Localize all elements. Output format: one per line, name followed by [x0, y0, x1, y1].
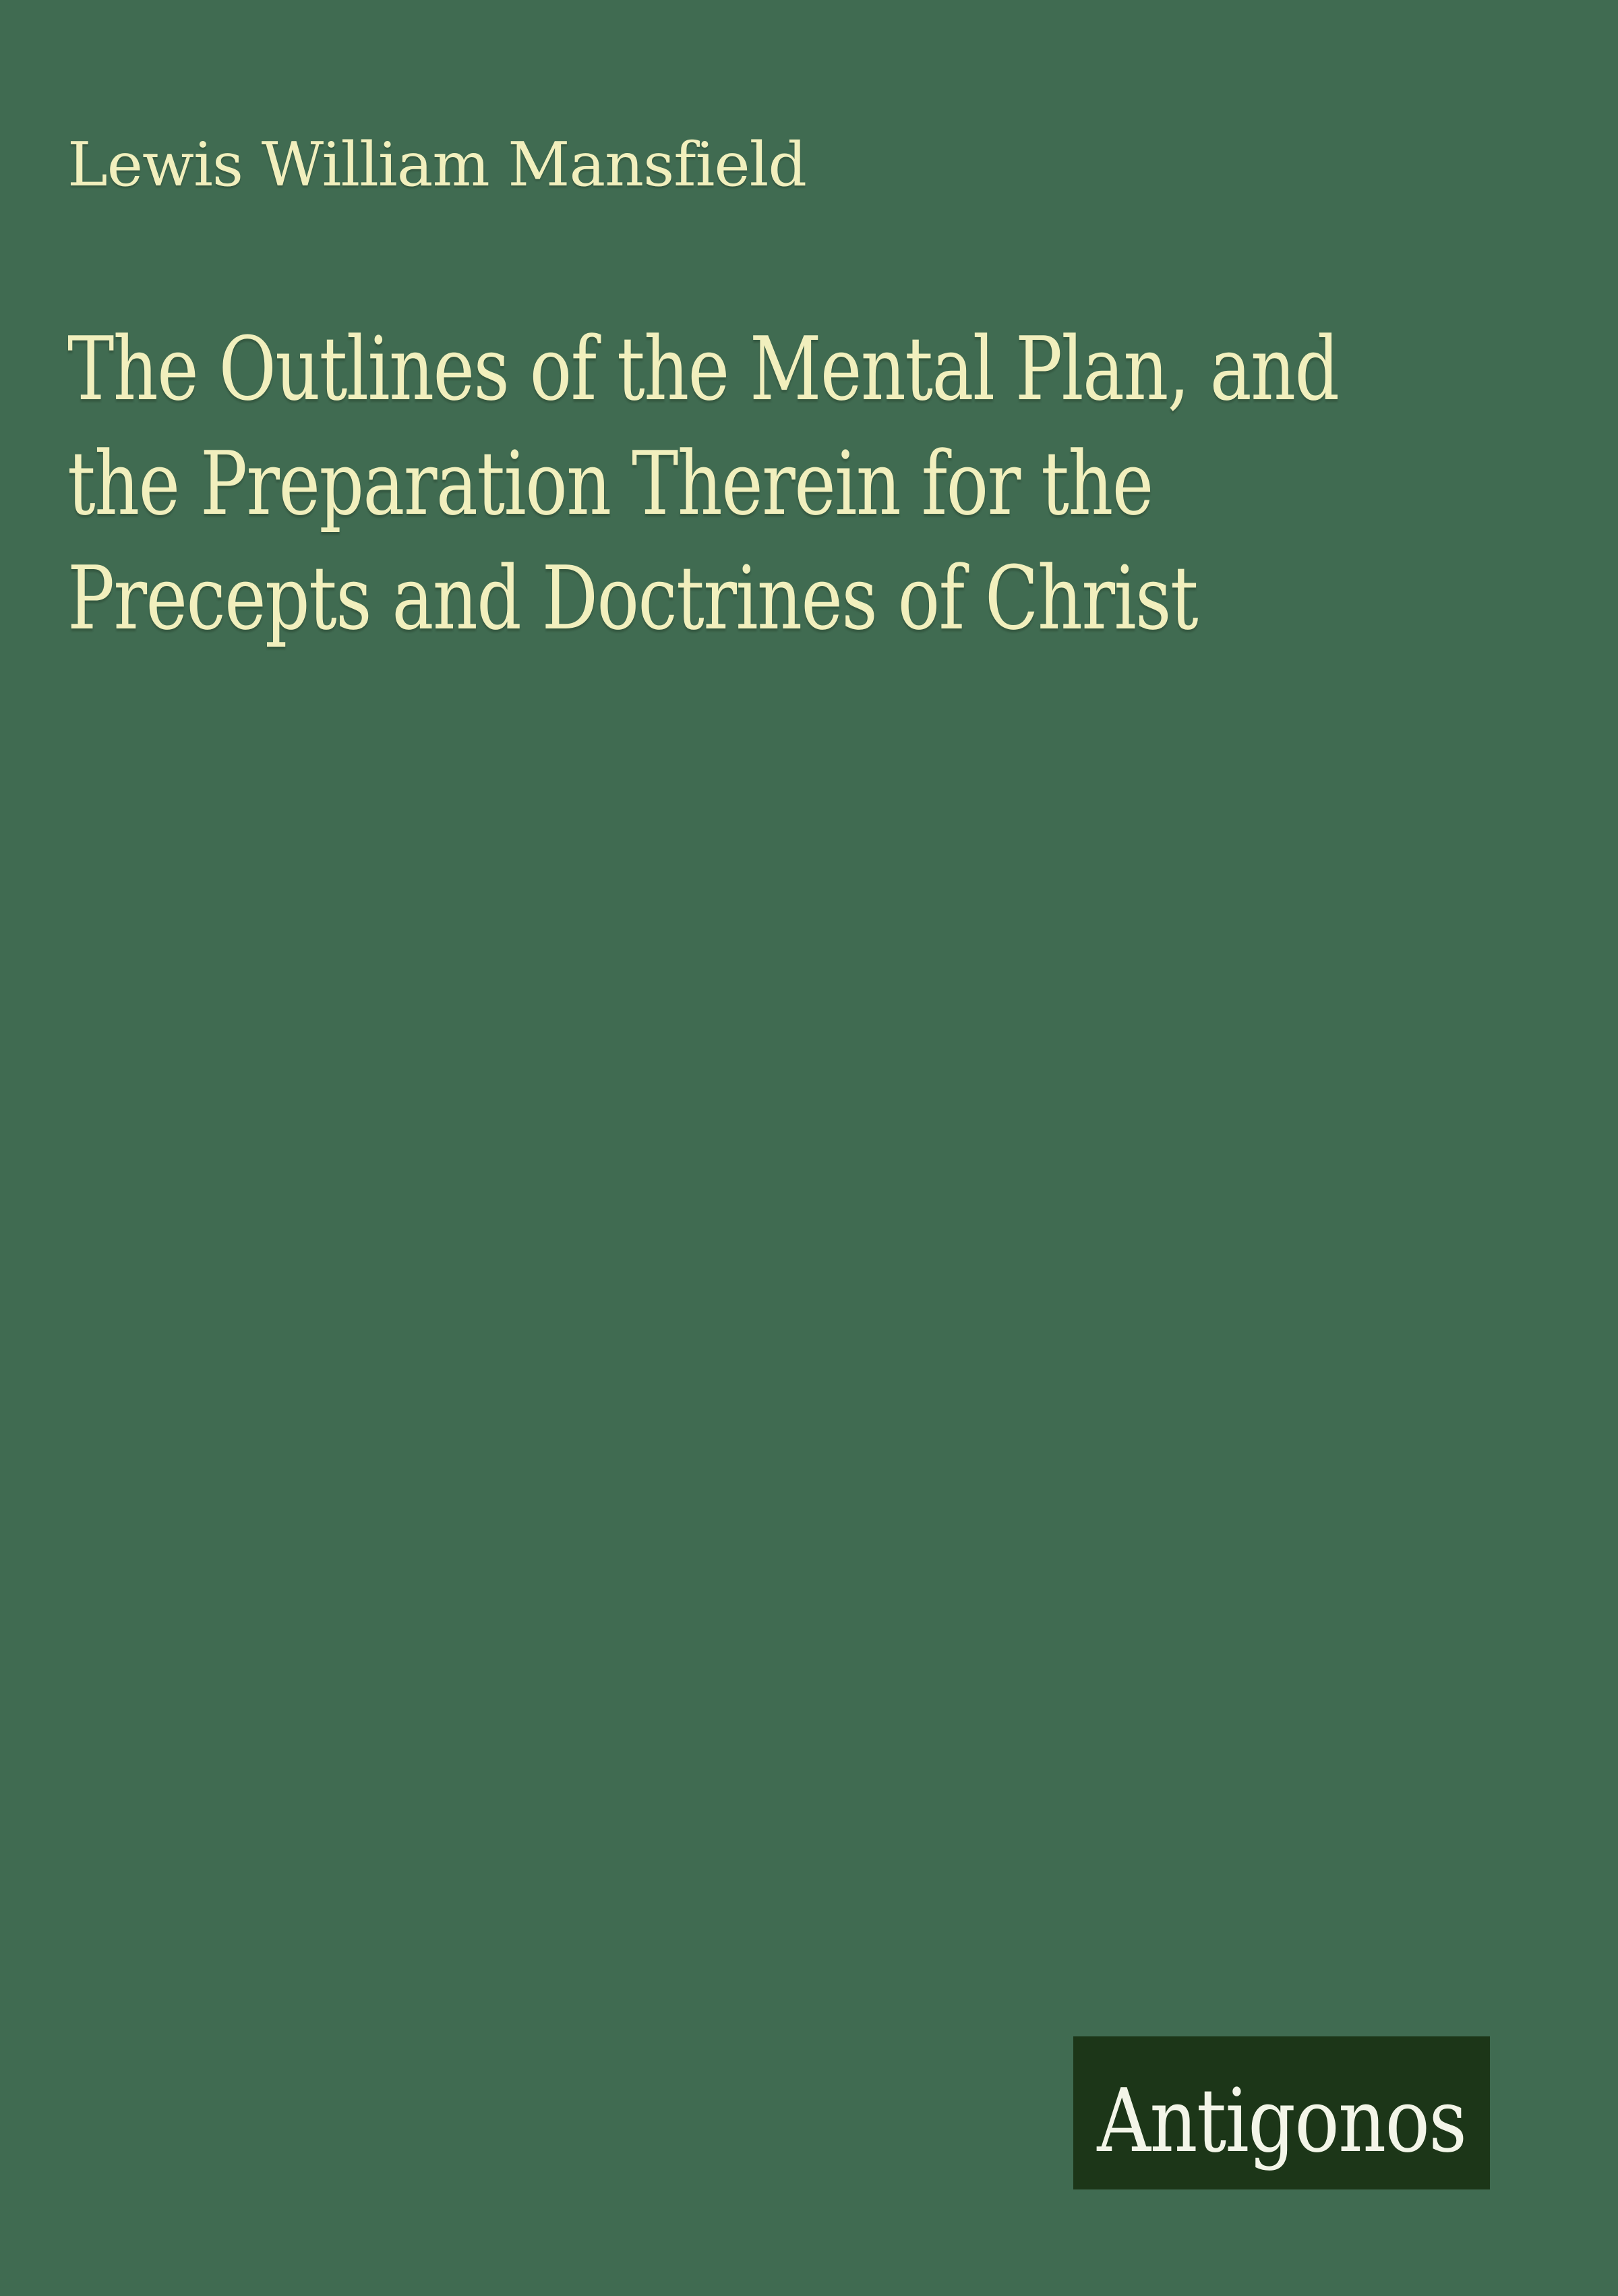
publisher-logo-box — [1073, 2036, 1490, 2189]
author-name: Lewis William Mansfield — [67, 129, 807, 200]
publisher-name: Antigonos — [1097, 2069, 1466, 2172]
book-title — [67, 312, 1338, 655]
title-line-3: Precepts and Doctrines of Christ — [67, 547, 1198, 649]
title-line-2: the Preparation Therein for the — [67, 432, 1153, 535]
title-line-1: The Outlines of the Mental Plan, and — [67, 318, 1339, 420]
